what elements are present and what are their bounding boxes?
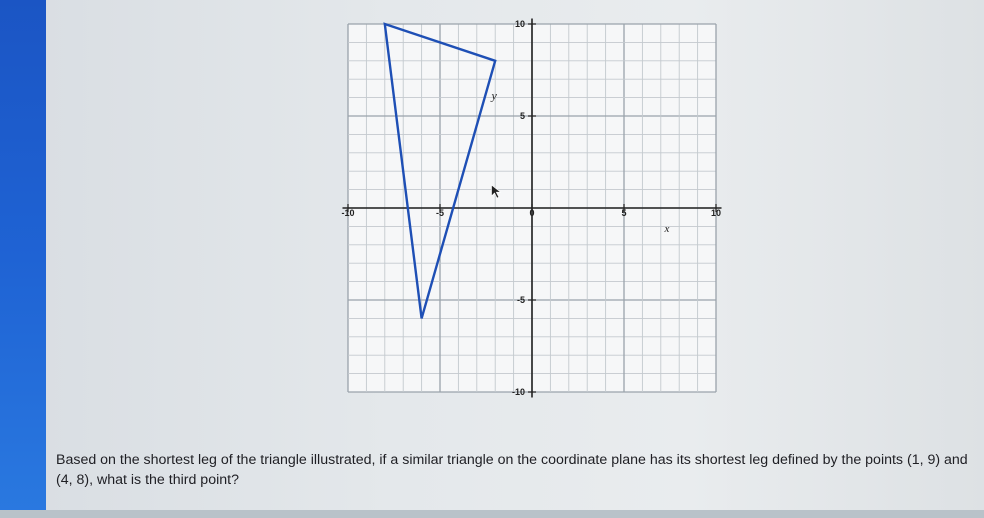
y-tick-label: -5 (516, 295, 525, 305)
question-text (56, 450, 976, 490)
question-line-1: Based on the shortest leg of the triangle illustrated, if a similar triangle on the coordinate plane has its shortest leg defined by the points (1, 9) and (56, 452, 968, 468)
x-tick-label: 0 (529, 208, 535, 218)
left-accent-bar (0, 0, 46, 518)
y-tick-label: -10 (511, 387, 525, 397)
y-tick-label: 10 (514, 19, 525, 29)
y-tick-label: 5 (519, 111, 525, 121)
x-axis-label: x (664, 222, 670, 235)
bottom-strip (0, 510, 984, 518)
coordinate-graph (335, 10, 735, 410)
graph-svg (335, 10, 735, 410)
y-axis-label: y (491, 88, 497, 103)
x-tick-label: 5 (621, 208, 627, 218)
question-line-2: (4, 8), what is the third point? (56, 472, 239, 488)
x-tick-label: 10 (710, 208, 722, 218)
x-tick-label: -10 (341, 208, 355, 218)
x-tick-label: -5 (435, 208, 445, 218)
